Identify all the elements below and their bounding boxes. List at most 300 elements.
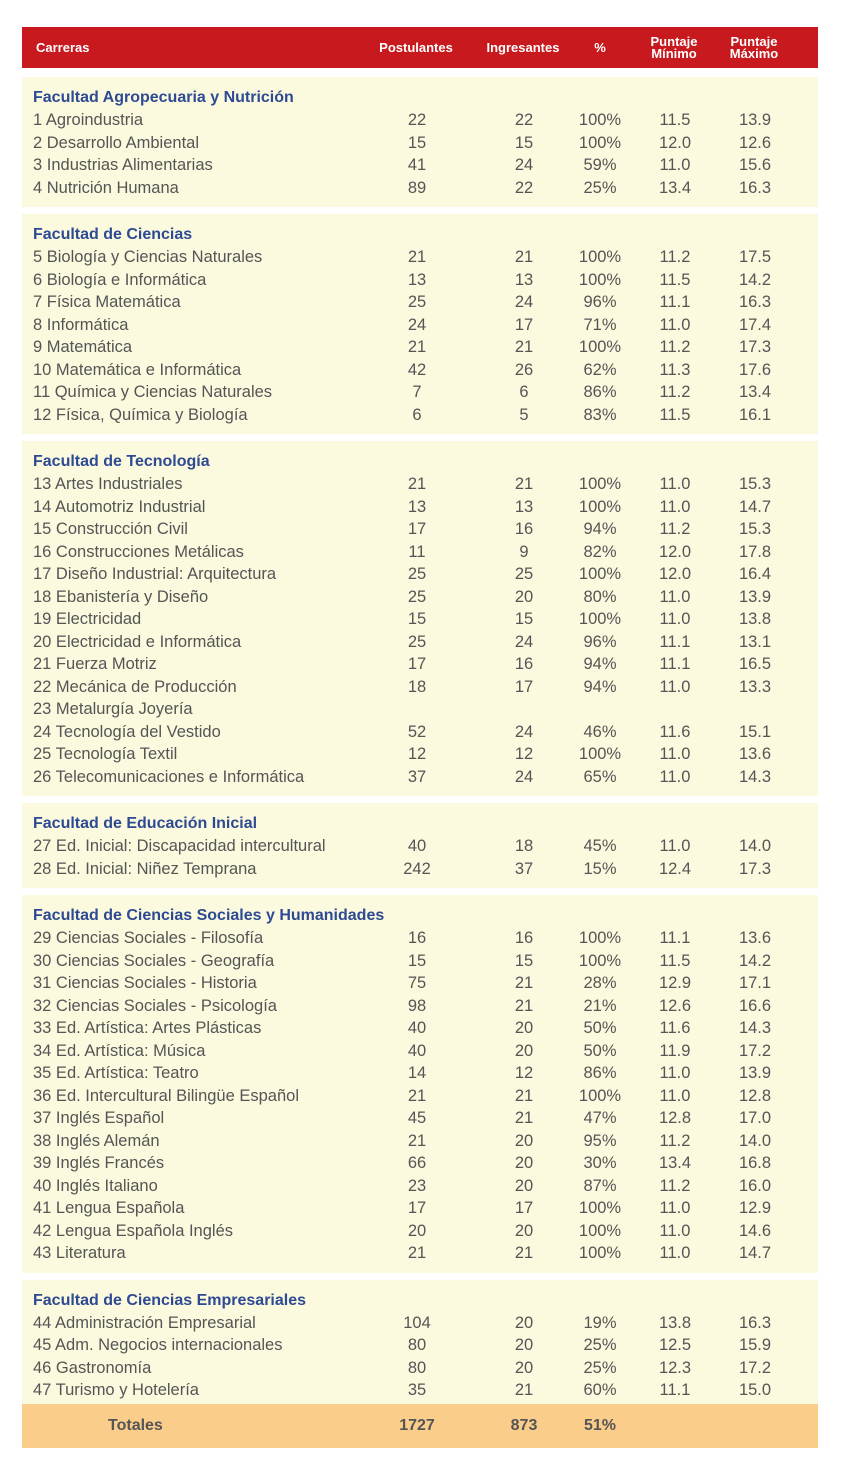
table-row bbox=[22, 496, 818, 519]
cell-puntaje-minimo: 11.0 bbox=[659, 1064, 691, 1082]
cell-ingresantes: 15 bbox=[514, 610, 534, 628]
cell-postulantes: 40 bbox=[407, 1019, 427, 1037]
cell-ingresantes: 20 bbox=[514, 1176, 534, 1195]
totals-percent: 51% bbox=[583, 1417, 617, 1434]
cell-puntaje-maximo: 13.4 bbox=[738, 383, 772, 401]
table-row bbox=[22, 314, 818, 337]
cell-postulantes: 16 bbox=[407, 929, 427, 947]
cell-carrera: 17 Diseño Industrial: Arquitectura bbox=[33, 565, 277, 583]
cell-ingresantes: 21 bbox=[514, 1086, 534, 1105]
cell-puntaje-maximo: 12.6 bbox=[738, 133, 772, 152]
cell-puntaje-minimo: 11.2 bbox=[659, 248, 691, 266]
cell-percent: 96% bbox=[583, 632, 617, 651]
cell-carrera: 46 Gastronomía bbox=[33, 1358, 152, 1377]
cell-carrera: 5 Biología y Ciencias Naturales bbox=[33, 248, 263, 266]
table-row bbox=[22, 972, 818, 995]
cell-puntaje-minimo: 11.0 bbox=[659, 1244, 691, 1262]
cell-percent: 94% bbox=[583, 677, 617, 696]
cell-postulantes: 20 bbox=[407, 1221, 427, 1240]
cell-carrera: 13 Artes Industriales bbox=[33, 475, 183, 493]
cell-puntaje-maximo: 14.6 bbox=[738, 1221, 772, 1240]
cell-ingresantes: 20 bbox=[514, 1313, 534, 1332]
table-row bbox=[22, 1130, 818, 1153]
cell-ingresantes: 13 bbox=[514, 270, 534, 289]
table-row bbox=[22, 1062, 818, 1085]
faculty-title: Facultad de Tecnología bbox=[33, 453, 210, 470]
cell-percent: 60% bbox=[583, 1381, 617, 1399]
cell-postulantes: 21 bbox=[407, 248, 427, 266]
cell-postulantes: 18 bbox=[407, 677, 427, 696]
cell-puntaje-minimo: 12.0 bbox=[658, 133, 692, 152]
cell-postulantes: 12 bbox=[407, 745, 427, 763]
cell-carrera: 42 Lengua Española Inglés bbox=[33, 1221, 233, 1240]
cell-postulantes: 25 bbox=[407, 293, 427, 311]
cell-carrera: 43 Literatura bbox=[33, 1244, 126, 1262]
cell-postulantes: 66 bbox=[407, 1154, 427, 1172]
cell-postulantes: 14 bbox=[407, 1064, 427, 1082]
cell-puntaje-minimo: 11.1 bbox=[659, 293, 691, 311]
cell-carrera: 25 Tecnología Textil bbox=[33, 745, 178, 763]
table-row bbox=[22, 721, 818, 744]
cell-postulantes: 21 bbox=[407, 1131, 427, 1150]
cell-postulantes: 40 bbox=[407, 1041, 427, 1060]
table-row bbox=[22, 631, 818, 654]
table-row bbox=[22, 1379, 818, 1402]
cell-carrera: 27 Ed. Inicial: Discapacidad intercultural bbox=[33, 837, 326, 855]
cell-carrera: 4 Nutrición Humana bbox=[33, 178, 179, 197]
header-puntaje-minimo: Puntaje Mínimo bbox=[650, 33, 698, 61]
cell-puntaje-minimo: 11.0 bbox=[659, 745, 691, 763]
table-row bbox=[22, 336, 818, 359]
table-row bbox=[22, 608, 818, 631]
cell-carrera: 16 Construcciones Metálicas bbox=[33, 542, 244, 561]
cell-puntaje-maximo: 13.8 bbox=[738, 610, 772, 628]
cell-ingresantes: 20 bbox=[514, 1221, 534, 1240]
table-row bbox=[22, 109, 818, 132]
cell-puntaje-maximo: 13.9 bbox=[738, 587, 772, 606]
cell-puntaje-maximo: 13.9 bbox=[738, 111, 772, 129]
cell-puntaje-maximo: 14.0 bbox=[738, 1131, 772, 1150]
cell-postulantes: 7 bbox=[412, 383, 422, 401]
cell-postulantes: 42 bbox=[407, 360, 427, 379]
cell-percent: 100% bbox=[578, 248, 622, 266]
cell-percent: 95% bbox=[583, 1131, 617, 1150]
cell-puntaje-maximo: 16.1 bbox=[738, 405, 772, 424]
totals-row bbox=[22, 1404, 818, 1448]
faculty-section bbox=[22, 77, 818, 207]
cell-puntaje-minimo: 12.8 bbox=[658, 1109, 692, 1127]
cell-percent: 100% bbox=[578, 1086, 622, 1105]
cell-puntaje-maximo: 14.0 bbox=[738, 837, 772, 855]
cell-postulantes: 25 bbox=[407, 632, 427, 651]
table-row bbox=[22, 1197, 818, 1220]
cell-puntaje-maximo: 17.3 bbox=[738, 859, 772, 878]
cell-percent: 100% bbox=[578, 565, 622, 583]
cell-carrera: 36 Ed. Intercultural Bilingüe Español bbox=[33, 1086, 299, 1105]
cell-postulantes: 15 bbox=[407, 610, 427, 628]
table-row bbox=[22, 404, 818, 427]
cell-percent: 96% bbox=[583, 293, 617, 311]
cell-puntaje-maximo: 13.6 bbox=[738, 745, 772, 763]
cell-carrera: 38 Inglés Alemán bbox=[33, 1131, 160, 1150]
cell-postulantes: 21 bbox=[407, 475, 427, 493]
cell-ingresantes: 21 bbox=[514, 1381, 534, 1399]
cell-percent: 86% bbox=[583, 1064, 617, 1082]
cell-puntaje-minimo: 12.0 bbox=[658, 542, 692, 561]
cell-postulantes: 11 bbox=[408, 542, 426, 561]
cell-postulantes: 13 bbox=[407, 497, 427, 516]
cell-percent: 100% bbox=[578, 610, 622, 628]
cell-postulantes: 23 bbox=[407, 1176, 427, 1195]
cell-carrera: 9 Matemática bbox=[33, 338, 133, 356]
cell-puntaje-maximo: 15.3 bbox=[738, 475, 772, 493]
table-row bbox=[22, 1334, 818, 1357]
table-row bbox=[22, 246, 818, 269]
cell-postulantes: 52 bbox=[407, 722, 427, 741]
header-postulantes: Postulantes bbox=[379, 39, 453, 55]
cell-carrera: 32 Ciencias Sociales - Psicología bbox=[33, 996, 277, 1015]
cell-puntaje-maximo: 16.5 bbox=[738, 655, 772, 673]
cell-ingresantes: 13 bbox=[514, 497, 534, 516]
faculty-title: Facultad Agropecuaria y Nutrición bbox=[33, 89, 294, 106]
faculty-section bbox=[22, 441, 818, 796]
cell-puntaje-maximo: 14.7 bbox=[738, 497, 772, 516]
table-row bbox=[22, 381, 818, 404]
cell-carrera: 31 Ciencias Sociales - Historia bbox=[33, 974, 257, 992]
cell-postulantes: 17 bbox=[407, 655, 427, 673]
cell-carrera: 2 Desarrollo Ambiental bbox=[33, 133, 199, 152]
cell-percent: 71% bbox=[583, 315, 617, 334]
table-row bbox=[22, 177, 818, 200]
table-row bbox=[22, 766, 818, 789]
faculties-container bbox=[22, 77, 818, 1410]
cell-puntaje-minimo: 11.2 bbox=[659, 1131, 691, 1150]
cell-carrera: 3 Industrias Alimentarias bbox=[33, 156, 213, 174]
cell-puntaje-minimo: 11.5 bbox=[659, 951, 691, 970]
cell-puntaje-minimo: 11.2 bbox=[659, 383, 691, 401]
cell-puntaje-minimo: 12.5 bbox=[658, 1336, 692, 1354]
cell-postulantes: 104 bbox=[403, 1313, 431, 1332]
cell-postulantes: 17 bbox=[407, 1199, 427, 1217]
table-row bbox=[22, 1357, 818, 1380]
cell-puntaje-minimo: 11.0 bbox=[659, 497, 691, 516]
cell-carrera: 7 Física Matemática bbox=[33, 293, 181, 311]
cell-postulantes: 80 bbox=[407, 1336, 427, 1354]
table-row bbox=[22, 743, 818, 766]
cell-percent: 94% bbox=[583, 655, 617, 673]
cell-puntaje-minimo: 11.5 bbox=[659, 405, 691, 424]
cell-postulantes: 24 bbox=[407, 315, 427, 334]
cell-puntaje-maximo: 16.8 bbox=[738, 1154, 772, 1172]
cell-puntaje-maximo: 17.2 bbox=[738, 1358, 772, 1377]
cell-ingresantes: 21 bbox=[514, 974, 534, 992]
cell-puntaje-minimo: 11.1 bbox=[659, 929, 691, 947]
cell-ingresantes: 20 bbox=[514, 1336, 534, 1354]
cell-puntaje-maximo: 14.7 bbox=[738, 1244, 772, 1262]
cell-puntaje-maximo: 14.3 bbox=[738, 767, 772, 786]
cell-postulantes: 17 bbox=[407, 520, 427, 538]
cell-postulantes: 13 bbox=[407, 270, 427, 289]
cell-postulantes: 21 bbox=[407, 1244, 427, 1262]
cell-percent: 100% bbox=[578, 1221, 622, 1240]
cell-percent: 100% bbox=[578, 111, 622, 129]
cell-puntaje-maximo: 14.3 bbox=[738, 1019, 772, 1037]
cell-puntaje-minimo: 11.0 bbox=[659, 610, 691, 628]
cell-puntaje-minimo: 13.8 bbox=[658, 1313, 692, 1332]
cell-carrera: 21 Fuerza Motriz bbox=[33, 655, 157, 673]
cell-carrera: 19 Electricidad bbox=[33, 610, 142, 628]
cell-puntaje-minimo: 11.1 bbox=[659, 1381, 691, 1399]
cell-puntaje-minimo: 12.0 bbox=[658, 565, 692, 583]
cell-postulantes: 15 bbox=[407, 133, 427, 152]
cell-percent: 100% bbox=[578, 270, 622, 289]
cell-postulantes: 6 bbox=[412, 405, 422, 424]
cell-puntaje-minimo: 11.0 bbox=[659, 587, 691, 606]
cell-carrera: 44 Administración Empresarial bbox=[33, 1313, 256, 1332]
header-percent: % bbox=[594, 39, 606, 55]
table-row bbox=[22, 154, 818, 177]
cell-puntaje-maximo: 17.5 bbox=[738, 248, 772, 266]
cell-puntaje-maximo: 13.6 bbox=[738, 929, 772, 947]
table-row bbox=[22, 1175, 818, 1198]
cell-percent: 46% bbox=[583, 722, 617, 741]
cell-puntaje-maximo: 17.2 bbox=[738, 1041, 772, 1060]
faculty-title: Facultad de Educación Inicial bbox=[33, 815, 258, 832]
cell-ingresantes: 20 bbox=[514, 1019, 534, 1037]
cell-percent: 100% bbox=[578, 338, 622, 356]
cell-percent: 21% bbox=[583, 996, 617, 1015]
cell-postulantes: 40 bbox=[407, 837, 427, 855]
cell-puntaje-maximo: 16.6 bbox=[738, 996, 772, 1015]
table-row bbox=[22, 359, 818, 382]
cell-puntaje-minimo: 11.0 bbox=[659, 156, 691, 174]
cell-ingresantes: 16 bbox=[514, 929, 534, 947]
table-header bbox=[22, 27, 818, 68]
cell-ingresantes: 21 bbox=[514, 248, 534, 266]
cell-carrera: 45 Adm. Negocios internacionales bbox=[33, 1336, 283, 1354]
cell-postulantes: 25 bbox=[407, 565, 427, 583]
table-row bbox=[22, 1017, 818, 1040]
cell-puntaje-minimo: 12.9 bbox=[658, 974, 692, 992]
cell-puntaje-maximo: 16.3 bbox=[738, 178, 772, 197]
cell-percent: 100% bbox=[578, 929, 622, 947]
table-row bbox=[22, 541, 818, 564]
cell-carrera: 15 Construcción Civil bbox=[33, 520, 188, 538]
table-row bbox=[22, 563, 818, 586]
cell-puntaje-maximo: 15.3 bbox=[738, 520, 772, 538]
cell-puntaje-minimo: 11.2 bbox=[659, 520, 691, 538]
cell-carrera: 24 Tecnología del Vestido bbox=[33, 722, 221, 741]
table-row bbox=[22, 586, 818, 609]
table-row bbox=[22, 995, 818, 1018]
cell-percent: 83% bbox=[583, 405, 617, 424]
cell-carrera: 22 Mecánica de Producción bbox=[33, 677, 237, 696]
cell-postulantes: 45 bbox=[407, 1109, 427, 1127]
cell-carrera: 34 Ed. Artística: Música bbox=[33, 1041, 206, 1060]
cell-puntaje-minimo: 11.5 bbox=[659, 270, 691, 289]
cell-puntaje-minimo: 12.4 bbox=[658, 859, 692, 878]
cell-puntaje-minimo: 11.3 bbox=[659, 360, 691, 379]
cell-ingresantes: 20 bbox=[514, 1358, 534, 1377]
cell-ingresantes: 15 bbox=[514, 133, 534, 152]
cell-percent: 15% bbox=[583, 859, 617, 878]
cell-ingresantes: 5 bbox=[519, 405, 529, 424]
cell-postulantes: 41 bbox=[407, 156, 427, 174]
cell-carrera: 23 Metalurgía Joyería bbox=[33, 700, 193, 718]
table-row bbox=[22, 1107, 818, 1130]
faculty-section bbox=[22, 214, 818, 434]
cell-percent: 100% bbox=[578, 475, 622, 493]
cell-carrera: 11 Química y Ciencias Naturales bbox=[33, 383, 273, 401]
table-row bbox=[22, 676, 818, 699]
cell-ingresantes: 20 bbox=[514, 1131, 534, 1150]
cell-postulantes: 15 bbox=[407, 951, 427, 970]
cell-percent: 47% bbox=[583, 1109, 617, 1127]
cell-carrera: 18 Ebanistería y Diseño bbox=[33, 587, 209, 606]
cell-ingresantes: 17 bbox=[514, 677, 534, 696]
cell-puntaje-minimo: 11.1 bbox=[659, 632, 691, 651]
cell-postulantes: 75 bbox=[407, 974, 427, 992]
cell-percent: 19% bbox=[583, 1313, 617, 1332]
cell-percent: 94% bbox=[583, 520, 617, 538]
cell-puntaje-minimo: 11.6 bbox=[659, 1019, 691, 1037]
cell-percent: 80% bbox=[583, 587, 617, 606]
faculty-title: Facultad de Ciencias Empresariales bbox=[33, 1291, 307, 1309]
cell-puntaje-minimo: 11.0 bbox=[659, 1199, 691, 1217]
cell-percent: 30% bbox=[583, 1154, 617, 1172]
cell-puntaje-maximo: 13.3 bbox=[738, 677, 772, 696]
cell-puntaje-maximo: 17.6 bbox=[738, 360, 772, 379]
cell-puntaje-minimo: 11.6 bbox=[659, 722, 691, 741]
cell-percent: 28% bbox=[583, 974, 617, 992]
cell-carrera: 40 Inglés Italiano bbox=[33, 1176, 158, 1195]
cell-carrera: 6 Biología e Informática bbox=[33, 270, 207, 289]
cell-ingresantes: 6 bbox=[519, 383, 529, 401]
cell-percent: 59% bbox=[583, 156, 617, 174]
cell-puntaje-minimo: 12.6 bbox=[658, 996, 692, 1015]
cell-ingresantes: 24 bbox=[514, 156, 534, 174]
table-row bbox=[22, 1152, 818, 1175]
cell-ingresantes: 22 bbox=[514, 111, 534, 129]
cell-ingresantes: 16 bbox=[514, 655, 534, 673]
cell-puntaje-maximo: 14.2 bbox=[738, 270, 772, 289]
table-row bbox=[22, 835, 818, 858]
cell-carrera: 12 Física, Química y Biología bbox=[33, 405, 248, 424]
faculty-section bbox=[22, 895, 818, 1273]
cell-puntaje-maximo: 15.6 bbox=[738, 156, 772, 174]
cell-ingresantes: 20 bbox=[514, 587, 534, 606]
totals-label: Totales bbox=[108, 1417, 163, 1434]
header-ingresantes: Ingresantes bbox=[486, 39, 560, 55]
table-row bbox=[22, 653, 818, 676]
cell-ingresantes: 9 bbox=[519, 542, 529, 561]
cell-carrera: 35 Ed. Artística: Teatro bbox=[33, 1064, 199, 1082]
cell-puntaje-minimo: 11.2 bbox=[659, 338, 691, 356]
cell-puntaje-maximo: 15.1 bbox=[738, 722, 772, 741]
header-puntaje-maximo: Puntaje Máximo bbox=[729, 33, 779, 61]
cell-percent: 82% bbox=[583, 542, 617, 561]
cell-postulantes: 80 bbox=[407, 1358, 427, 1377]
cell-percent: 45% bbox=[583, 837, 617, 855]
cell-puntaje-maximo: 16.0 bbox=[738, 1176, 772, 1195]
cell-percent: 100% bbox=[578, 1199, 622, 1217]
table-row bbox=[22, 927, 818, 950]
cell-puntaje-maximo: 13.9 bbox=[738, 1064, 772, 1082]
table-row bbox=[22, 1085, 818, 1108]
table-row bbox=[22, 858, 818, 881]
cell-puntaje-maximo: 17.0 bbox=[738, 1109, 772, 1127]
table-row bbox=[22, 1242, 818, 1265]
cell-carrera: 8 Informática bbox=[33, 315, 129, 334]
cell-percent: 65% bbox=[583, 767, 617, 786]
cell-percent: 86% bbox=[583, 383, 617, 401]
cell-puntaje-minimo: 11.0 bbox=[659, 837, 691, 855]
cell-percent: 100% bbox=[578, 133, 622, 152]
cell-carrera: 14 Automotriz Industrial bbox=[33, 497, 206, 516]
cell-postulantes: 89 bbox=[407, 178, 427, 197]
cell-percent: 25% bbox=[583, 1358, 617, 1377]
cell-postulantes: 21 bbox=[407, 338, 427, 356]
table-row bbox=[22, 1220, 818, 1243]
cell-carrera: 10 Matemática e Informática bbox=[33, 360, 242, 379]
cell-puntaje-maximo: 15.0 bbox=[738, 1381, 772, 1399]
table-row bbox=[22, 698, 818, 721]
faculty-title: Facultad de Ciencias Sociales y Humanidades bbox=[33, 907, 385, 924]
cell-puntaje-minimo: 12.3 bbox=[658, 1358, 692, 1377]
cell-ingresantes: 22 bbox=[514, 178, 534, 197]
cell-ingresantes: 21 bbox=[514, 338, 534, 356]
cell-carrera: 26 Telecomunicaciones e Informática bbox=[33, 767, 305, 786]
cell-postulantes: 25 bbox=[407, 587, 427, 606]
cell-puntaje-minimo: 13.4 bbox=[658, 1154, 692, 1172]
table-row bbox=[22, 291, 818, 314]
cell-puntaje-maximo: 14.2 bbox=[738, 951, 772, 970]
cell-carrera: 37 Inglés Español bbox=[33, 1109, 165, 1127]
cell-puntaje-maximo: 16.3 bbox=[738, 293, 772, 311]
cell-puntaje-maximo: 12.9 bbox=[738, 1199, 772, 1217]
cell-postulantes: 242 bbox=[403, 859, 431, 878]
cell-ingresantes: 18 bbox=[514, 837, 534, 855]
cell-ingresantes: 24 bbox=[514, 767, 534, 786]
header-carreras: Carreras bbox=[36, 39, 90, 55]
cell-puntaje-minimo: 11.2 bbox=[659, 1176, 691, 1195]
cell-puntaje-minimo: 11.0 bbox=[659, 1086, 691, 1105]
totals-ingresantes: 873 bbox=[510, 1417, 538, 1434]
cell-ingresantes: 24 bbox=[514, 632, 534, 651]
table-row bbox=[22, 518, 818, 541]
admissions-table bbox=[22, 27, 818, 1410]
cell-ingresantes: 16 bbox=[514, 520, 534, 538]
cell-puntaje-maximo: 16.3 bbox=[738, 1313, 772, 1332]
cell-postulantes: 35 bbox=[407, 1381, 427, 1399]
cell-ingresantes: 26 bbox=[514, 360, 534, 379]
cell-ingresantes: 24 bbox=[514, 293, 534, 311]
cell-carrera: 28 Ed. Inicial: Niñez Temprana bbox=[33, 859, 257, 878]
cell-carrera: 1 Agroindustria bbox=[33, 111, 144, 129]
cell-ingresantes: 15 bbox=[514, 951, 534, 970]
cell-postulantes: 98 bbox=[407, 996, 427, 1015]
cell-puntaje-maximo: 17.8 bbox=[738, 542, 772, 561]
cell-ingresantes: 21 bbox=[514, 1244, 534, 1262]
cell-ingresantes: 25 bbox=[514, 565, 534, 583]
cell-ingresantes: 12 bbox=[514, 745, 534, 763]
cell-puntaje-maximo: 17.4 bbox=[738, 315, 772, 334]
cell-ingresantes: 20 bbox=[514, 1041, 534, 1060]
cell-puntaje-maximo: 15.9 bbox=[738, 1336, 772, 1354]
cell-puntaje-minimo: 11.1 bbox=[659, 655, 691, 673]
cell-postulantes: 37 bbox=[407, 767, 427, 786]
cell-carrera: 20 Electricidad e Informática bbox=[33, 632, 242, 651]
